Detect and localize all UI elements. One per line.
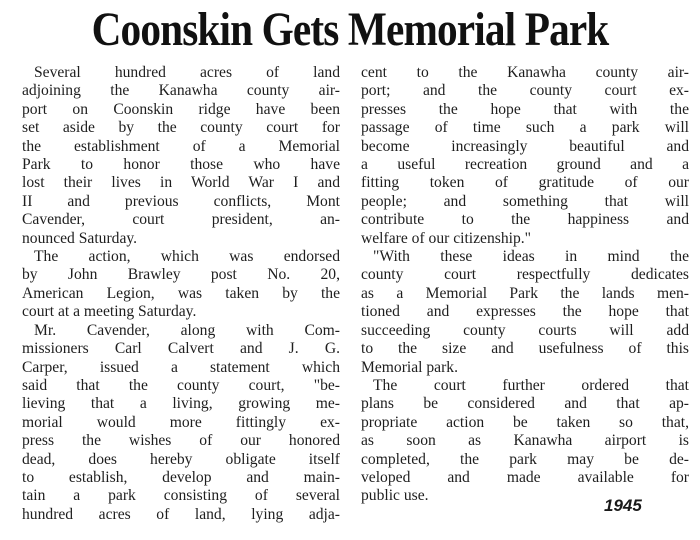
text-line: Several hundred acres of land — [34, 64, 340, 81]
text-line: Mr. Cavender, along with Com- — [34, 321, 340, 339]
text-line: Carper, issued a statement which — [22, 358, 340, 376]
text-line: Cavender, court president, an- — [22, 211, 340, 229]
text-line: by John Brawley post No. 20, — [22, 266, 340, 284]
year-annotation: 1945 — [604, 496, 642, 515]
text-line: lieving that a living, growing me- — [22, 395, 340, 413]
text-line: missioners Carl Calvert and J. G. — [22, 340, 340, 358]
text-line: as soon as Kanawha airport is — [361, 432, 689, 450]
text-line: "With these ideas in mind the — [373, 248, 689, 266]
text-line: Park to honor those who have — [22, 156, 340, 174]
text-line: court at a meeting Saturday. — [22, 303, 197, 321]
text-line: hundred acres of land, lying adja- — [22, 505, 340, 523]
text-line: fitting token of gratitude of our — [361, 174, 689, 192]
article-column-left — [22, 64, 340, 524]
text-line: cent to the Kanawha county air- — [361, 64, 689, 81]
text-line: dead, does hereby obligate itself — [22, 450, 340, 468]
text-line: a useful recreation ground and a — [361, 156, 689, 174]
text-line: Memorial park. — [361, 358, 458, 376]
text-line: to establish, develop and main- — [22, 468, 340, 486]
text-line: the establishment of a Memorial — [22, 137, 340, 155]
text-line: press the wishes of our honored — [22, 432, 340, 450]
text-line: tain a park consisting of several — [22, 487, 340, 505]
text-line: contribute to the happiness and — [361, 211, 689, 229]
text-line: welfare of our citizenship." — [361, 229, 532, 247]
text-line: succeeding county courts will add — [361, 321, 689, 339]
text-line: presses the hope that with the — [361, 100, 689, 118]
text-line: completed, the park may be de- — [361, 450, 689, 468]
text-line: lost their lives in World War I and — [22, 174, 340, 192]
text-line: propriate action be taken so that, — [361, 413, 689, 431]
headline: Coonskin Gets Memorial Park — [91, 3, 609, 56]
text-line: county court respectfully dedicates — [361, 266, 689, 284]
text-line: The court further ordered that — [373, 376, 689, 394]
text-line: adjoining the Kanawha county air- — [22, 82, 340, 100]
text-line: morial would more fittingly ex- — [22, 413, 340, 431]
text-line: American Legion, was taken by the — [22, 284, 340, 302]
text-line: passage of time such a park will — [361, 119, 689, 137]
text-line: said that the county court, "be- — [22, 376, 340, 394]
text-line: The action, which was endorsed — [34, 248, 340, 266]
text-line: port on Coonskin ridge have been — [22, 100, 340, 118]
text-line: to the size and usefulness of this — [361, 340, 689, 358]
text-line: people; and something that will — [361, 192, 689, 210]
text-line: tioned and expresses the hope that — [361, 303, 689, 321]
text-line: set aside by the county court for — [22, 119, 340, 137]
text-line: become increasingly beautiful and — [361, 137, 689, 155]
text-line: as a Memorial Park the lands men- — [361, 284, 689, 302]
text-line: port; and the county court ex- — [361, 82, 689, 100]
text-line: plans be considered and that ap- — [361, 395, 689, 413]
text-line: veloped and made available for — [361, 468, 689, 486]
article-column-right — [361, 64, 689, 506]
text-line: public use. — [361, 487, 429, 505]
text-line: nounced Saturday. — [22, 229, 138, 247]
text-line: II and previous conflicts, Mont — [22, 192, 340, 210]
